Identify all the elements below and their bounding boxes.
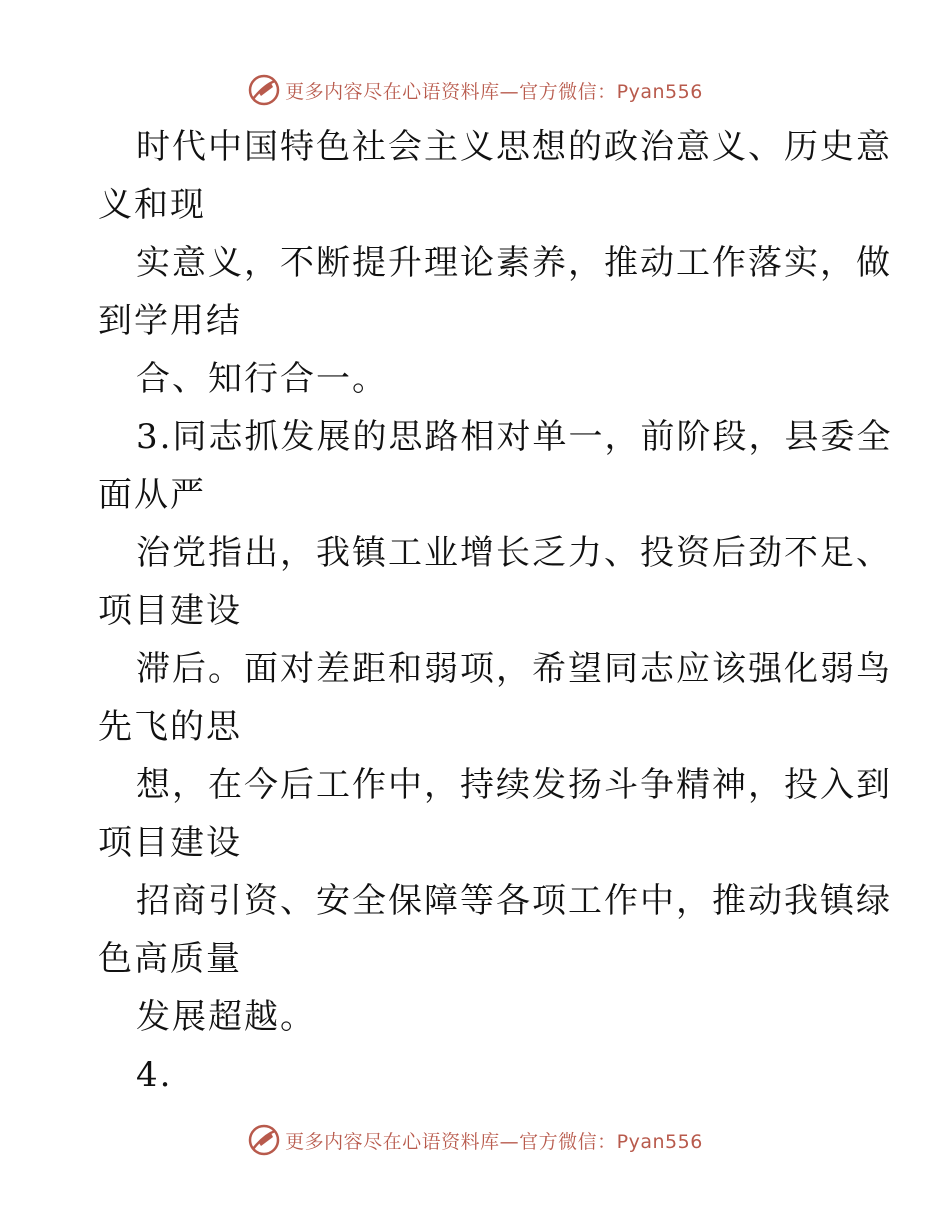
header-watermark [0,70,950,110]
document-body [98,118,893,1104]
text-line: 想，在今后工作中，持续发扬斗争精神，投入到 [136,765,892,805]
text-line: 合、知行合一。 [136,359,388,399]
text-line: 招商引资、安全保障等各项工作中，推动我镇绿 [136,881,892,921]
text-line: 滞后。面对差距和弱项，希望同志应该强化弱鸟 [136,649,892,689]
text-line: 时代中国特色社会主义思想的政治意义、历史意 [136,127,892,167]
text-line: 义和现 [98,185,206,225]
pen-logo-icon [247,1123,281,1157]
text-line: 3.同志抓发展的思路相对单一，前阶段，县委全 [136,417,893,457]
text-line: 实意义，不断提升理论素养，推动工作落实，做 [136,243,892,283]
text-line: 面从严 [98,475,206,515]
watermark-text: 更多内容尽在心语资料库—官方微信：Pyan556 [285,1130,703,1153]
text-line: 治党指出，我镇工业增长乏力、投资后劲不足、 [136,533,892,573]
text-line: 发展超越。 [136,997,316,1037]
text-line: 项目建设 [98,591,242,631]
watermark-text: 更多内容尽在心语资料库—官方微信：Pyan556 [285,80,703,103]
text-line: 色高质量 [98,939,242,979]
pen-logo-icon [247,73,281,107]
text-line: 4. [136,1055,173,1095]
text-line: 先飞的思 [98,707,242,747]
text-line: 到学用结 [98,301,242,341]
text-line: 项目建设 [98,823,242,863]
footer-watermark [0,1120,950,1160]
